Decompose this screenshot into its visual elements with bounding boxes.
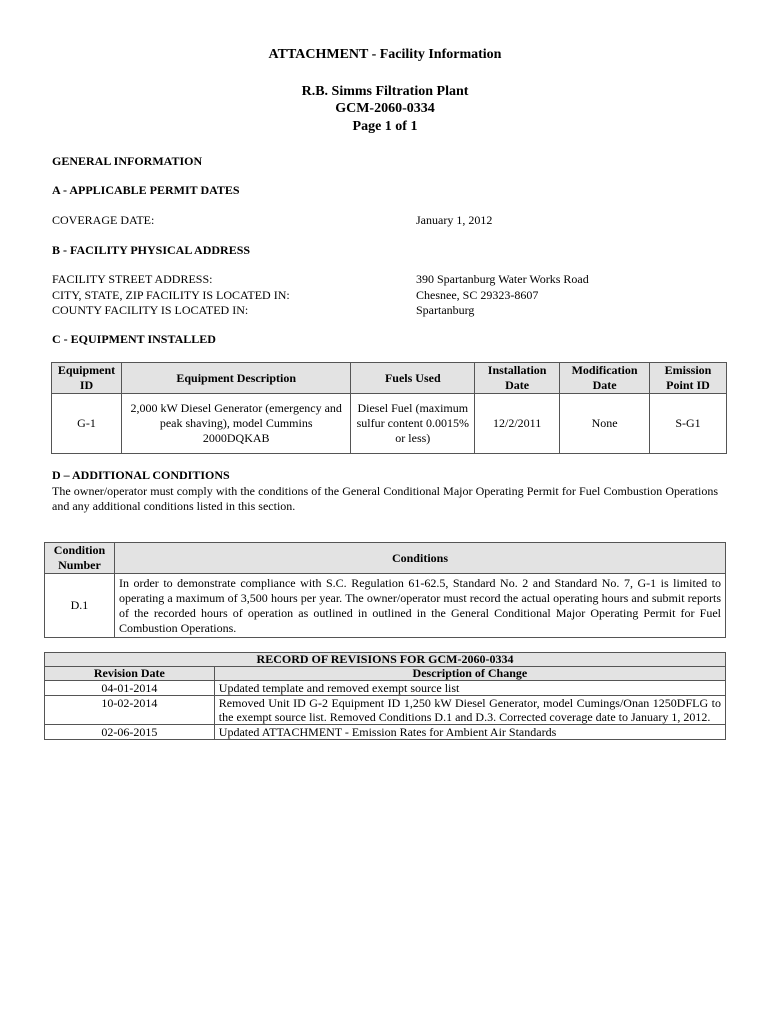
address-heading: B - FACILITY PHYSICAL ADDRESS [52, 243, 251, 257]
revision-date-cell: 10-02-2014 [45, 696, 215, 725]
revision-date-cell: 02-06-2015 [45, 725, 215, 740]
header-equipment-description: Equipment Description [121, 363, 350, 394]
county-value: Spartanburg [416, 303, 475, 317]
fuels-used-cell: Diesel Fuel (maximum sulfur content 0.0015% or less) [351, 394, 475, 454]
coverage-date-label: COVERAGE DATE: [52, 213, 155, 227]
modification-date-cell: None [560, 394, 650, 454]
city-state-zip-label: CITY, STATE, ZIP FACILITY IS LOCATED IN: [52, 288, 290, 302]
table-row [45, 681, 726, 696]
equipment-description-cell: 2,000 kW Diesel Generator (emergency and peak shaving), model Cummins 2000DQKAB [121, 394, 350, 454]
header-condition-number: Condition Number [45, 543, 115, 574]
equipment-table [51, 362, 727, 454]
revision-description-cell: Updated template and removed exempt source list [214, 681, 725, 696]
equipment-table-header [52, 363, 727, 394]
condition-text-cell: In order to demonstrate compliance with S.C. Regulation 61-62.5, Standard No. 2 and Standard No. 7, G-1 is limited to operating a maximum of 3,500 hours per year. The owner/operator must record the actual operating hours and submit reports of the recorded hours of operation as outlined in outlined in the General Conditional Major Operating Permit for Fuel Combustion Operations. [114, 574, 725, 638]
revision-description-cell: Updated ATTACHMENT - Emission Rates for Ambient Air Standards [214, 725, 725, 740]
coverage-date-value: January 1, 2012 [416, 213, 493, 227]
revision-date-cell: 04-01-2014 [45, 681, 215, 696]
equipment-heading: C - EQUIPMENT INSTALLED [52, 332, 216, 346]
permit-number: GCM-2060-0334 [335, 101, 435, 116]
header-description-of-change: Description of Change [214, 667, 725, 681]
revisions-table-header [45, 667, 726, 681]
county-label: COUNTY FACILITY IS LOCATED IN: [52, 303, 249, 317]
header-emission-point-id: Emission Point ID [650, 363, 727, 394]
header-installation-date: Installation Date [475, 363, 560, 394]
header-conditions: Conditions [114, 543, 725, 574]
additional-conditions-text: The owner/operator must comply with the conditions of the General Conditional Major Operating Permit for Fuel Combustion Operations and any additional conditions listed in this section. [52, 484, 718, 513]
revisions-table [44, 652, 726, 740]
revisions-title: RECORD OF REVISIONS FOR GCM-2060-0334 [45, 653, 726, 667]
revision-description-cell: Removed Unit ID G-2 Equipment ID 1,250 kW Diesel Generator, model Cumings/Onan 1250DFLG to the exempt source list. Removed Conditions D.1 and D.3. Corrected coverage date to January 1, 2012. [214, 696, 725, 725]
facility-name: R.B. Simms Filtration Plant [301, 84, 469, 99]
table-row [45, 725, 726, 740]
condition-number-cell: D.1 [45, 574, 115, 638]
document-title: ATTACHMENT - Facility Information [268, 47, 502, 62]
permit-dates-heading: A - APPLICABLE PERMIT DATES [52, 183, 240, 197]
header-equipment-id: Equipment ID [52, 363, 122, 394]
table-row [45, 696, 726, 725]
conditions-table [44, 542, 726, 638]
table-row [45, 574, 726, 638]
emission-point-id-cell: S-G1 [650, 394, 727, 454]
page-number: Page 1 of 1 [352, 119, 418, 134]
header-fuels-used: Fuels Used [351, 363, 475, 394]
general-information-heading: GENERAL INFORMATION [52, 154, 203, 168]
equipment-id-cell: G-1 [52, 394, 122, 454]
header-modification-date: Modification Date [560, 363, 650, 394]
table-row [52, 394, 727, 454]
conditions-table-header [45, 543, 726, 574]
additional-conditions-heading: D – ADDITIONAL CONDITIONS [52, 468, 230, 482]
header-revision-date: Revision Date [45, 667, 215, 681]
street-address-label: FACILITY STREET ADDRESS: [52, 272, 213, 286]
installation-date-cell: 12/2/2011 [475, 394, 560, 454]
city-state-zip-value: Chesnee, SC 29323-8607 [416, 288, 539, 302]
street-address-value: 390 Spartanburg Water Works Road [416, 272, 589, 286]
